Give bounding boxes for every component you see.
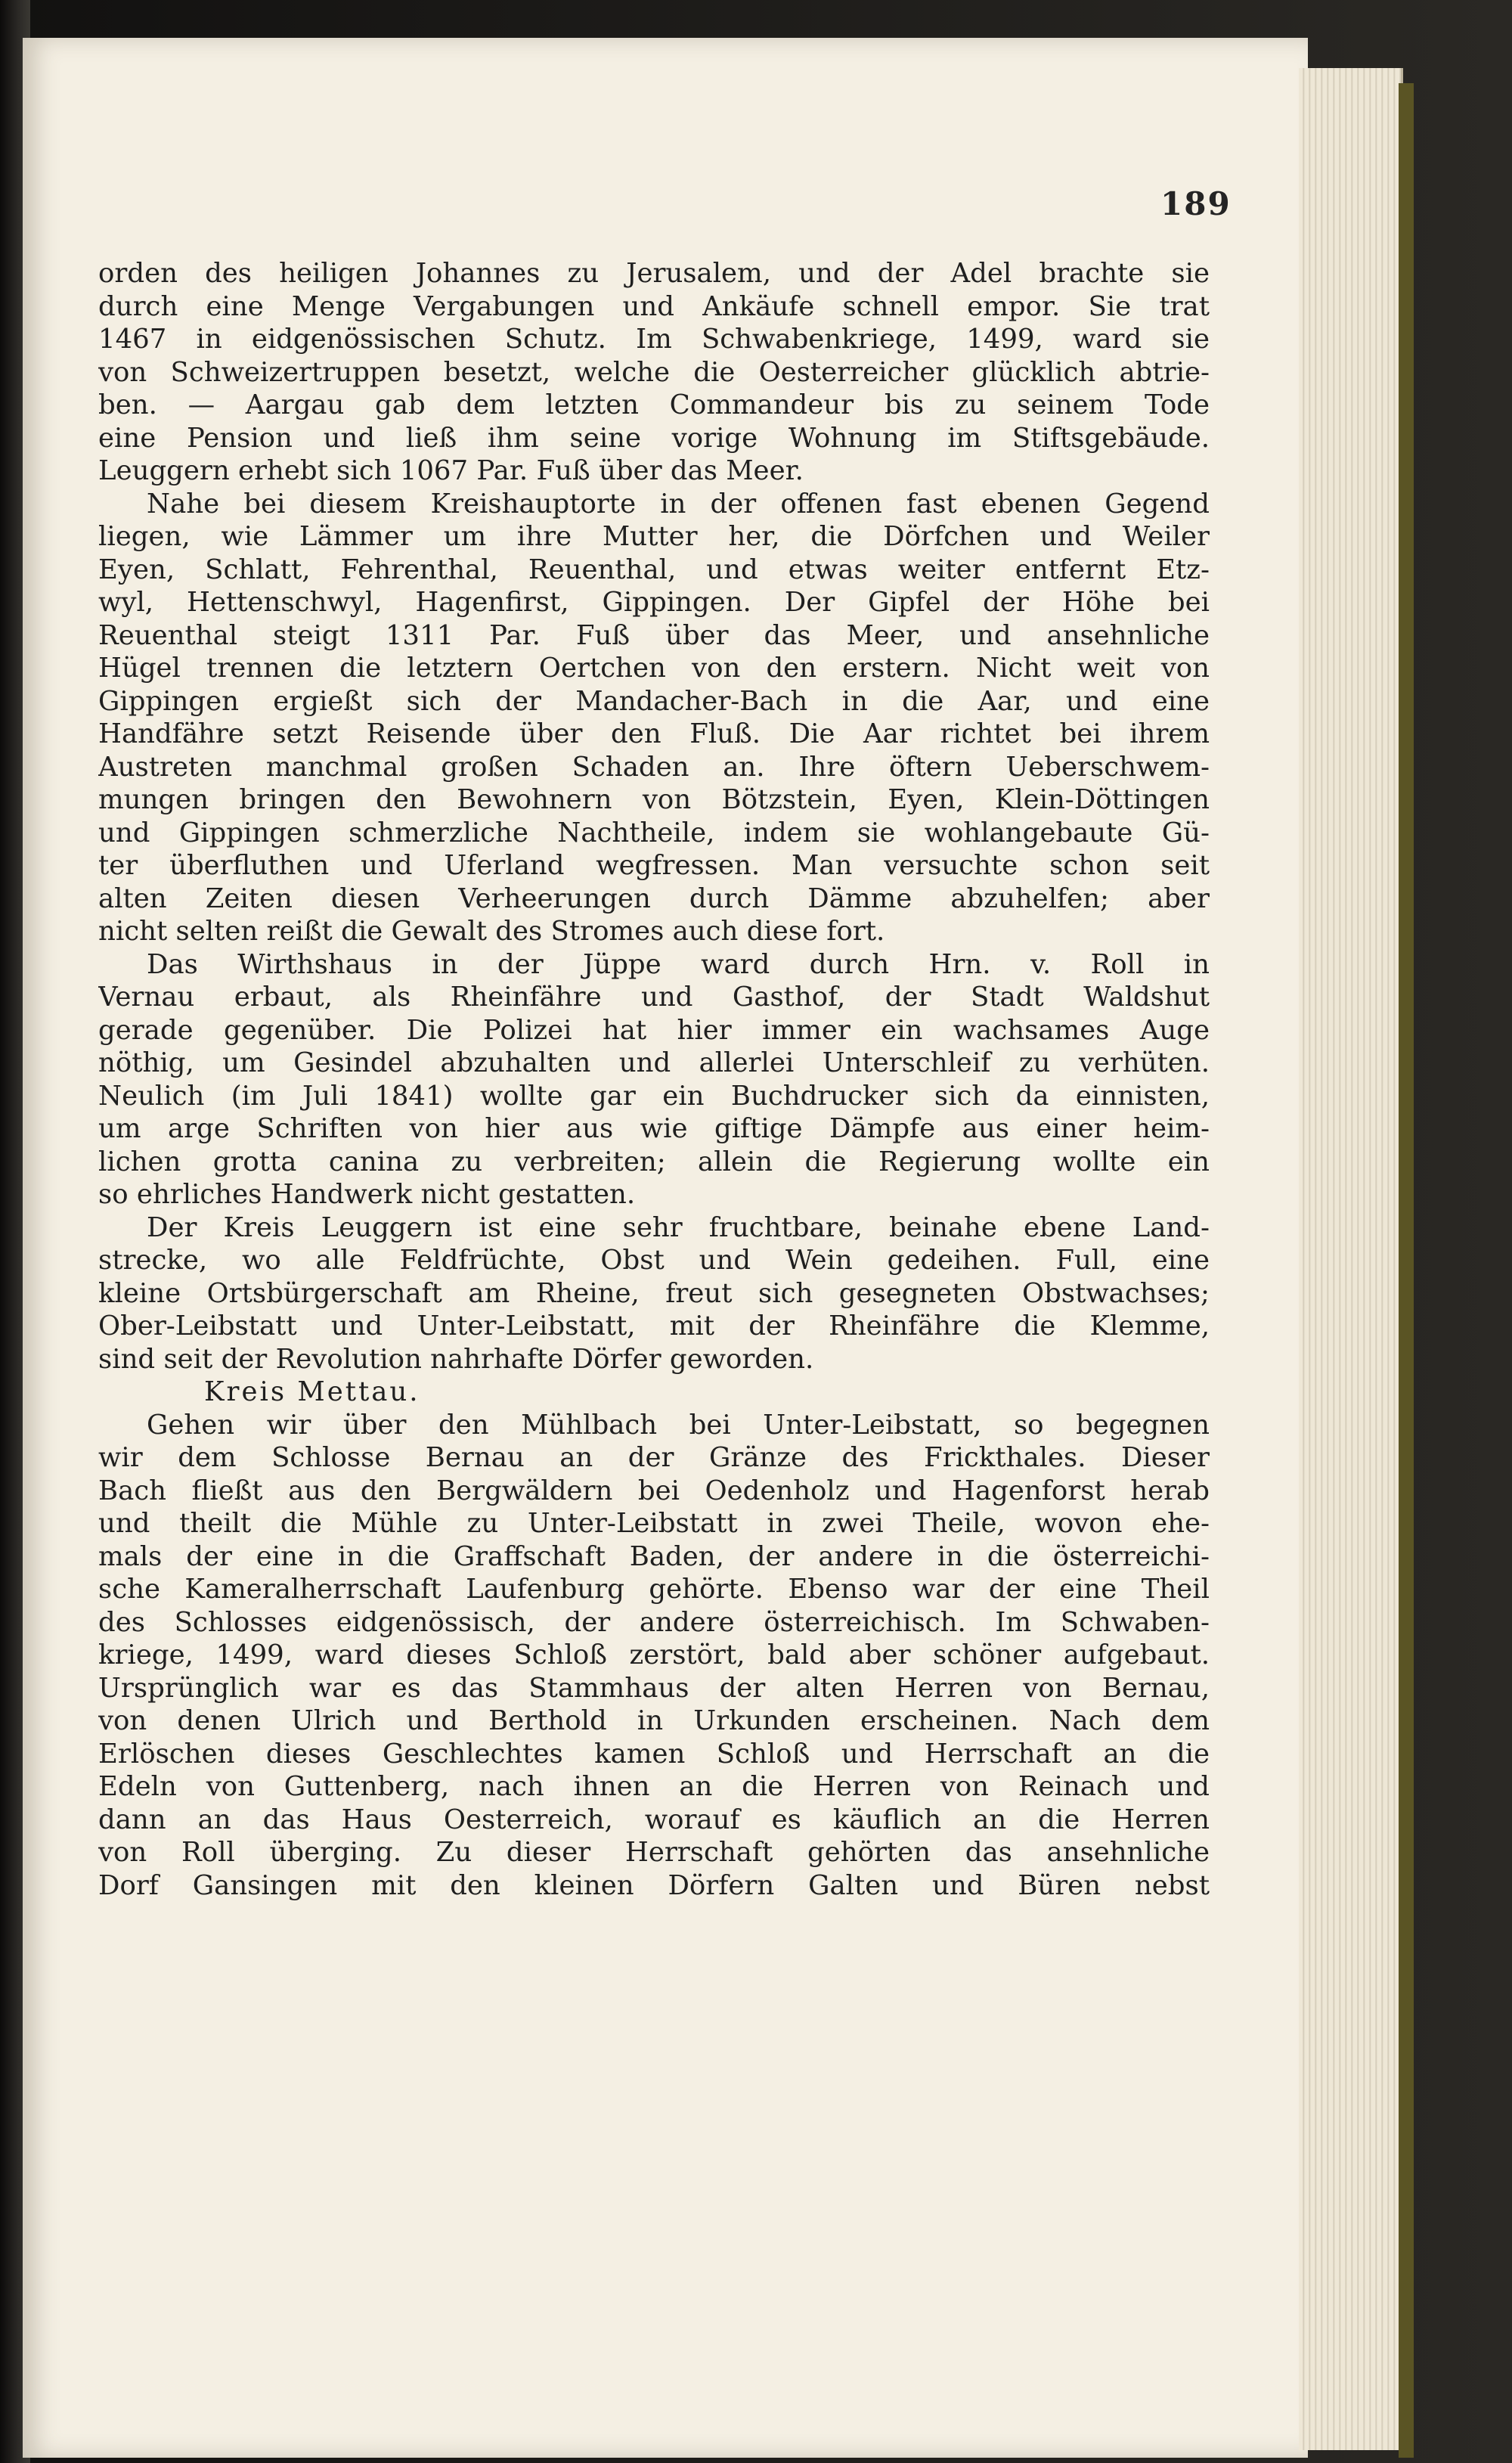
text-line: lichen grotta canina zu verbreiten; allein die Regierung wollte ein [98,1146,1210,1177]
text-line: des Schlosses eidgenössisch, der andere österreichisch. Im Schwaben- [98,1606,1210,1638]
text-line: eine Pension und ließ ihm seine vorige Wohnung im Stiftsgebäude. [98,422,1210,454]
text-line: Das Wirthshaus in der Jüppe ward durch Hrn. v. Roll in [147,948,1210,980]
text-line: Handfähre setzt Reisende über den Fluß. Die Aar richtet bei ihrem [98,718,1210,749]
text-line: von Schweizertruppen besetzt, welche die Oesterreicher glücklich abtrie- [98,356,1210,388]
text-line: 1467 in eidgenössischen Schutz. Im Schwabenkriege, 1499, ward sie [98,324,1210,355]
section-heading: Kreis Mettau. [204,1376,420,1407]
text-line: Hügel trennen die letztern Oertchen von den erstern. Nicht weit von [98,653,1210,684]
text-line: und theilt die Mühle zu Unter-Leibstatt in zwei Theile, wovon ehe- [98,1508,1210,1539]
text-line: wyl, Hettenschwyl, Hagenfirst, Gippingen. Der Gipfel der Höhe bei [98,587,1210,618]
text-line: dann an das Haus Oesterreich, worauf es käuflich an die Herren [98,1804,1210,1835]
text-line: durch eine Menge Vergabungen und Ankäufe schnell empor. Sie trat [98,290,1210,322]
text-line: kriege, 1499, ward dieses Schloß zerstört, bald aber schöner aufgebaut. [98,1639,1210,1670]
text-line: ter überfluthen und Uferland wegfressen. Man versuchte schon seit [98,850,1210,881]
text-line: Edeln von Guttenberg, nach ihnen an die Herren von Reinach und [98,1771,1210,1802]
text-line: gerade gegenüber. Die Polizei hat hier immer ein wachsames Auge [98,1014,1210,1046]
text-line: sind seit der Revolution nahrhafte Dörfer geworden. [98,1343,814,1375]
page-number: 189 [1160,185,1232,222]
page-edges [1299,68,1403,2450]
text-line: mungen bringen den Bewohnern von Bötzstein, Eyen, Klein-Döttingen [98,784,1210,815]
text-line: nicht selten reißt die Gewalt des Stromes auch diese fort. [98,916,885,947]
text-line: Reuenthal steigt 1311 Par. Fuß über das Meer, und ansehnliche [98,619,1210,651]
text-line: Austreten manchmal großen Schaden an. Ihre öftern Ueberschwem- [98,751,1210,783]
text-line: von denen Ulrich und Berthold in Urkunden erscheinen. Nach dem [98,1705,1210,1736]
text-line: Gehen wir über den Mühlbach bei Unter-Leibstatt, so begegnen [147,1409,1210,1441]
text-line: Gippingen ergießt sich der Mandacher-Bach in die Aar, und eine [98,685,1210,717]
text-line: Neulich (im Juli 1841) wollte gar ein Buchdrucker sich da einnisten, [98,1080,1210,1112]
text-line: Vernau erbaut, als Rheinfähre und Gasthof, der Stadt Waldshut [98,982,1210,1013]
text-line: von Roll überging. Zu dieser Herrschaft gehörten das ansehnliche [98,1837,1210,1868]
text-line: orden des heiligen Johannes zu Jerusalem, und der Adel brachte sie [98,258,1210,289]
text-line: Nahe bei diesem Kreishauptorte in der offenen fast ebenen Gegend [147,488,1210,520]
text-line: so ehrliches Handwerk nicht gestatten. [98,1179,636,1210]
text-line: wir dem Schlosse Bernau an der Gränze des Frickthales. Dieser [98,1442,1210,1473]
text-line: Dorf Gansingen mit den kleinen Dörfern Galten und Büren nebst [98,1869,1210,1901]
text-line: kleine Ortsbürgerschaft am Rheine, freut sich gesegneten Obstwachses; [98,1277,1210,1309]
text-line: strecke, wo alle Feldfrüchte, Obst und Wein gedeihen. Full, eine [98,1245,1210,1276]
text-line: sche Kameralherrschaft Laufenburg gehörte. Ebenso war der eine Theil [98,1574,1210,1605]
text-line: ben. — Aargau gab dem letzten Commandeur bis zu seinem Tode [98,389,1210,420]
book-cover-edge [1399,83,1414,2458]
text-line: um arge Schriften von hier aus wie giftige Dämpfe aus einer heim- [98,1113,1210,1144]
text-line: mals der eine in die Graffschaft Baden, der andere in die österreichi- [98,1540,1210,1572]
text-line: Der Kreis Leuggern ist eine sehr fruchtbare, beinahe ebene Land- [147,1211,1210,1243]
text-line: Erlöschen dieses Geschlechtes kamen Schloß und Herrschaft an die [98,1738,1210,1770]
text-line: alten Zeiten diesen Verheerungen durch Dämme abzuhelfen; aber [98,883,1210,914]
text-line: Ober-Leibstatt und Unter-Leibstatt, mit der Rheinfähre die Klemme, [98,1311,1210,1342]
text-line: Bach fließt aus den Bergwäldern bei Oedenholz und Hagenforst herab [98,1475,1210,1506]
text-line: liegen, wie Lämmer um ihre Mutter her, die Dörfchen und Weiler [98,521,1210,552]
text-line: Eyen, Schlatt, Fehrenthal, Reuenthal, und etwas weiter entfernt Etz- [98,554,1210,585]
text-line: nöthig, um Gesindel abzuhalten und allerlei Unterschleif zu verhüten. [98,1047,1210,1078]
body-text [98,257,1210,1902]
text-line: und Gippingen schmerzliche Nachtheile, indem sie wohlangebaute Gü- [98,817,1210,848]
text-line: Leuggern erhebt sich 1067 Par. Fuß über das Meer. [98,455,804,486]
text-line: Ursprünglich war es das Stammhaus der alten Herren von Bernau, [98,1672,1210,1704]
